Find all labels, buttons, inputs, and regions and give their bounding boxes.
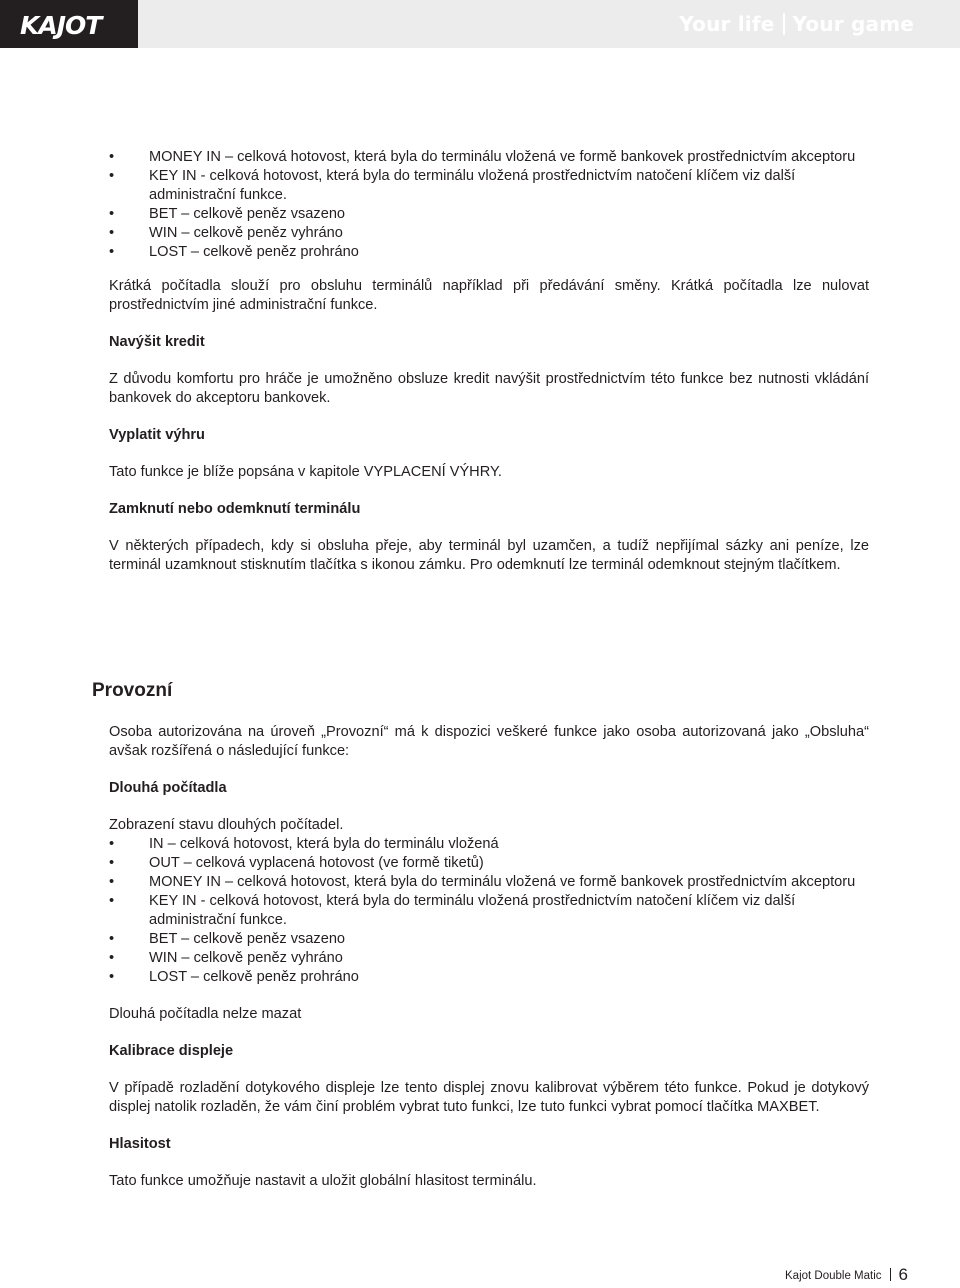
list-item: • WIN – celkově peněz vyhráno: [109, 224, 869, 243]
credit-heading: Navýšit kredit: [109, 334, 205, 350]
lock-paragraph: V některých případech, kdy si obsluha přeje, aby terminál byl uzamčen, a tudíž nepřijímal sázky ani peníze, lze terminál uzamknout stisknutím tlačítka s ikonou zámku. Pro odemknutí lze terminál odemknout stejným tlačítkem.: [109, 538, 869, 573]
list-item: • BET – celkově peněz vsazeno: [109, 930, 869, 949]
list-item: • LOST – celkově peněz prohráno: [109, 968, 869, 987]
page-footer: [785, 1265, 908, 1285]
section-provozni: [109, 723, 869, 1191]
page-number: 6: [898, 1265, 908, 1284]
long-counters-intro: Zobrazení stavu dlouhých počítadel.: [109, 817, 344, 833]
list-item: • LOST – celkově peněz prohráno: [109, 243, 869, 262]
provozni-intro: Osoba autorizována na úroveň „Provozní“ má k dispozici veškeré funkce jako osoba autorizovaná jako „Obsluha“ avšak rozšířená o následující funkce:: [109, 724, 869, 759]
payout-heading: Vyplatit výhru: [109, 427, 205, 443]
tagline-separator: [783, 13, 785, 35]
calibration-heading: Kalibrace displeje: [109, 1043, 234, 1059]
kajot-logo: [0, 0, 138, 48]
header-tagline: [679, 12, 914, 36]
list-item: • BET – celkově peněz vsazeno: [109, 205, 869, 224]
short-counters-paragraph: Krátká počítadla slouží pro obsluhu terminálů například při předávání směny. Krátká počítadla lze nulovat prostřednictvím jiné administrační funkce.: [109, 278, 869, 313]
list-item: • MONEY IN – celková hotovost, která byla do terminálu vložená ve formě bankovek prostřednictvím akceptoru: [109, 873, 869, 892]
list-item: • MONEY IN – celková hotovost, která byla do terminálu vložená ve formě bankovek prostřednictvím akceptoru: [109, 148, 869, 167]
list-item: • KEY IN - celková hotovost, která byla do terminálu vložená prostřednictvím natočení klíčem viz další administrační funkce.: [109, 167, 869, 205]
payout-paragraph: Tato funkce je blíže popsána v kapitole VYPLACENÍ VÝHRY.: [109, 464, 502, 480]
footer-product: Kajot Double Matic: [785, 1270, 882, 1282]
section-title: Provozní: [92, 680, 173, 701]
volume-heading: Hlasitost: [109, 1136, 171, 1152]
volume-paragraph: Tato funkce umožňuje nastavit a uložit globální hlasitost terminálu.: [109, 1173, 537, 1189]
short-counters-list: [109, 148, 869, 262]
list-item: • KEY IN - celková hotovost, která byla do terminálu vložená prostřednictvím natočení klíčem viz další administrační funkce.: [109, 892, 869, 930]
kajot-logo-icon: [0, 0, 138, 48]
long-counters-note: Dlouhá počítadla nelze mazat: [109, 1006, 302, 1022]
logo-wordmark: KAJOT: [20, 11, 102, 40]
list-item: • WIN – celkově peněz vyhráno: [109, 949, 869, 968]
list-item: • OUT – celková vyplacená hotovost (ve formě tiketů): [109, 854, 869, 873]
credit-paragraph: Z důvodu komfortu pro hráče je umožněno obsluze kredit navýšit prostřednictvím této funkce bez nutnosti vkládání bankovek do akceptoru bankovek.: [109, 371, 869, 406]
page-header: [0, 0, 960, 48]
calibration-paragraph: V případě rozladění dotykového displeje lze tento displej znovu kalibrovat výběrem této funkce. Pokud je dotykový displej natolik rozladěn, že vám činí problém vybrat tuto funkci, lze tuto funkci vybrat pomocí tlačítka MAXBET.: [109, 1080, 869, 1115]
section-operator-functions: [109, 148, 869, 575]
long-counters-heading: Dlouhá počítadla: [109, 780, 227, 796]
list-item: • IN – celková hotovost, která byla do terminálu vložená: [109, 835, 869, 854]
tagline-left: Your life: [679, 12, 775, 36]
long-counters-list: [109, 835, 869, 987]
lock-heading: Zamknutí nebo odemknutí terminálu: [109, 501, 361, 517]
tagline-right: Your game: [792, 12, 914, 36]
footer-separator: [890, 1268, 891, 1281]
